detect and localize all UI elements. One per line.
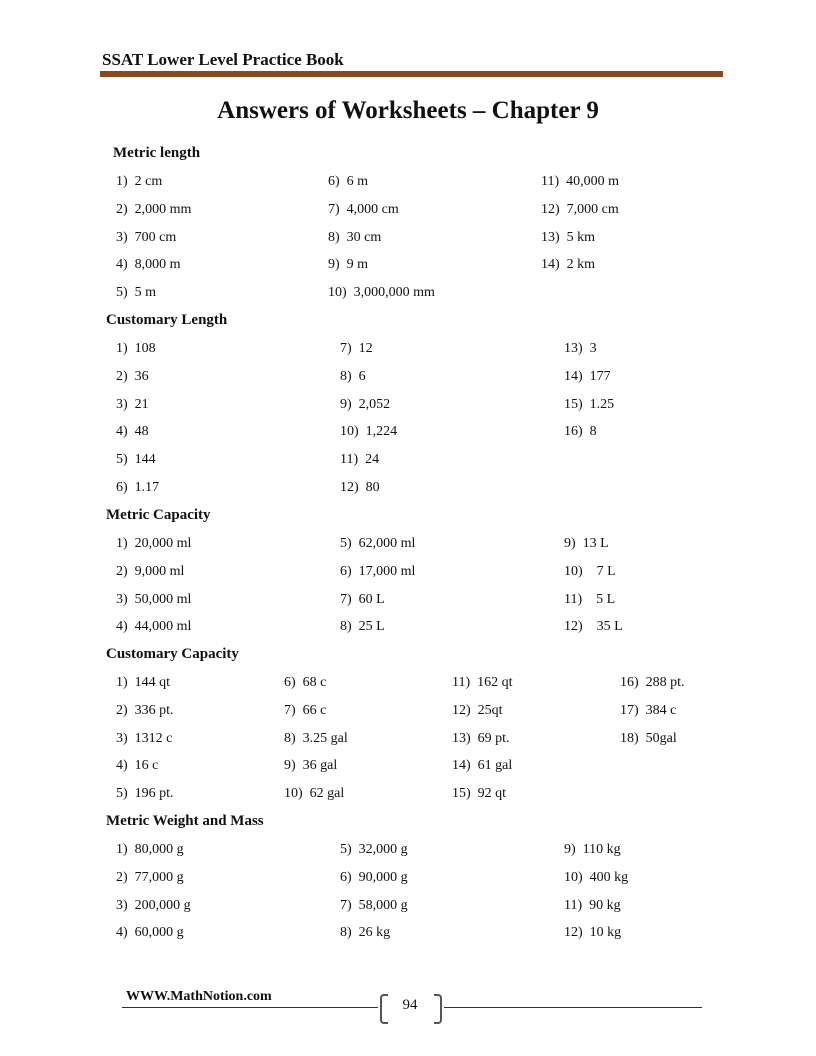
answer-item: 16) 8 [564, 424, 597, 440]
answer-item: 5) 196 pt. [116, 786, 174, 802]
footer-rule-right [444, 1007, 702, 1008]
section-heading: Metric Weight and Mass [106, 813, 264, 829]
answer-item: 8) 25 L [340, 619, 385, 635]
answer-item: 2) 36 [116, 368, 149, 384]
answer-item: 11) 40,000 m [541, 174, 620, 189]
answer-item: 1) 80,000 g [116, 842, 184, 857]
answer-item: 12) 80 [340, 480, 380, 495]
answer-item: 9) 9 m [328, 257, 369, 273]
answer-item: 4) 60,000 g [116, 925, 184, 941]
answer-item: 8) 6 [340, 368, 366, 384]
answer-item: 4) 16 c [116, 758, 159, 774]
answer-item: 7) 4,000 cm [328, 201, 399, 217]
answer-item: 10) 400 kg [564, 869, 629, 885]
answer-item: 5) 144 [116, 452, 156, 468]
header-rule [100, 71, 723, 77]
answer-item: 15) 1.25 [564, 396, 615, 412]
page-title: Answers of Worksheets – Chapter 9 [217, 97, 599, 124]
answer-item: 12) 35 L [564, 619, 623, 635]
answer-item: 8) 30 cm [328, 229, 382, 245]
answer-item: 2) 77,000 g [116, 869, 184, 885]
answer-item: 6) 1.17 [116, 480, 160, 495]
answer-item: 9) 110 kg [564, 842, 621, 857]
book-title: SSAT Lower Level Practice Book [102, 50, 344, 69]
answer-item: 9) 36 gal [284, 758, 338, 774]
answer-item: 11) 5 L [564, 591, 616, 607]
answer-item: 11) 90 kg [564, 897, 621, 913]
answer-item: 6) 90,000 g [340, 869, 408, 885]
answer-item: 6) 17,000 ml [340, 563, 416, 579]
answer-item: 12) 25qt [452, 702, 503, 718]
answer-item: 9) 13 L [564, 536, 609, 551]
answer-item: 3) 200,000 g [116, 897, 191, 913]
answer-item: 5) 32,000 g [340, 842, 408, 857]
answer-item: 7) 58,000 g [340, 897, 408, 913]
answer-item: 7) 60 L [340, 591, 385, 607]
answer-item: 2) 2,000 mm [116, 201, 192, 217]
answer-item: 3) 50,000 ml [116, 591, 192, 607]
answer-item: 9) 2,052 [340, 396, 391, 412]
answer-item: 6) 68 c [284, 675, 327, 690]
answer-item: 1) 108 [116, 341, 156, 356]
answer-item: 10) 7 L [564, 563, 616, 579]
answer-item: 1) 144 qt [116, 675, 171, 690]
answer-item: 4) 44,000 ml [116, 619, 192, 635]
answer-item: 10) 62 gal [284, 786, 345, 802]
section-heading: Customary Length [106, 312, 228, 328]
footer-website: WWW.MathNotion.com [126, 989, 272, 1004]
answer-item: 15) 92 qt [452, 786, 507, 802]
answer-item: 3) 21 [116, 396, 149, 412]
section-heading: Customary Capacity [106, 646, 239, 662]
answer-item: 13) 3 [564, 341, 597, 356]
answer-item: 2) 9,000 ml [116, 563, 185, 579]
page-number: 94 [402, 997, 418, 1013]
section-heading: Metric length [113, 145, 201, 161]
answer-item: 16) 288 pt. [620, 675, 685, 690]
answer-item: 17) 384 c [620, 702, 677, 718]
answer-item: 8) 3.25 gal [284, 730, 348, 746]
page-bracket-right [434, 994, 442, 1024]
answer-item: 18) 50gal [620, 730, 677, 746]
page-bracket-left [380, 994, 388, 1024]
answer-item: 14) 61 gal [452, 758, 513, 774]
answer-item: 3) 700 cm [116, 229, 177, 245]
answer-item: 2) 336 pt. [116, 702, 174, 718]
answer-item: 6) 6 m [328, 174, 369, 189]
answer-item: 1) 20,000 ml [116, 536, 192, 551]
answer-item: 7) 12 [340, 341, 373, 356]
answer-item: 13) 69 pt. [452, 730, 510, 746]
footer-rule-left [122, 1007, 378, 1008]
answer-item: 3) 1312 c [116, 730, 173, 746]
answer-item: 13) 5 km [541, 229, 596, 245]
answer-item: 14) 2 km [541, 257, 596, 273]
answer-item: 8) 26 kg [340, 925, 391, 941]
answer-item: 1) 2 cm [116, 174, 163, 189]
answer-item: 7) 66 c [284, 702, 327, 718]
answer-item: 5) 62,000 ml [340, 536, 416, 551]
answer-item: 14) 177 [564, 368, 611, 384]
answer-item: 12) 10 kg [564, 925, 622, 941]
answer-item: 10) 3,000,000 mm [328, 285, 435, 301]
answer-item: 4) 48 [116, 424, 149, 440]
answer-item: 11) 162 qt [452, 675, 513, 690]
answer-item: 5) 5 m [116, 285, 157, 301]
section-heading: Metric Capacity [106, 507, 211, 523]
answer-item: 11) 24 [340, 452, 380, 468]
answer-item: 10) 1,224 [340, 424, 398, 440]
answer-item: 4) 8,000 m [116, 257, 181, 273]
answer-item: 12) 7,000 cm [541, 201, 619, 217]
